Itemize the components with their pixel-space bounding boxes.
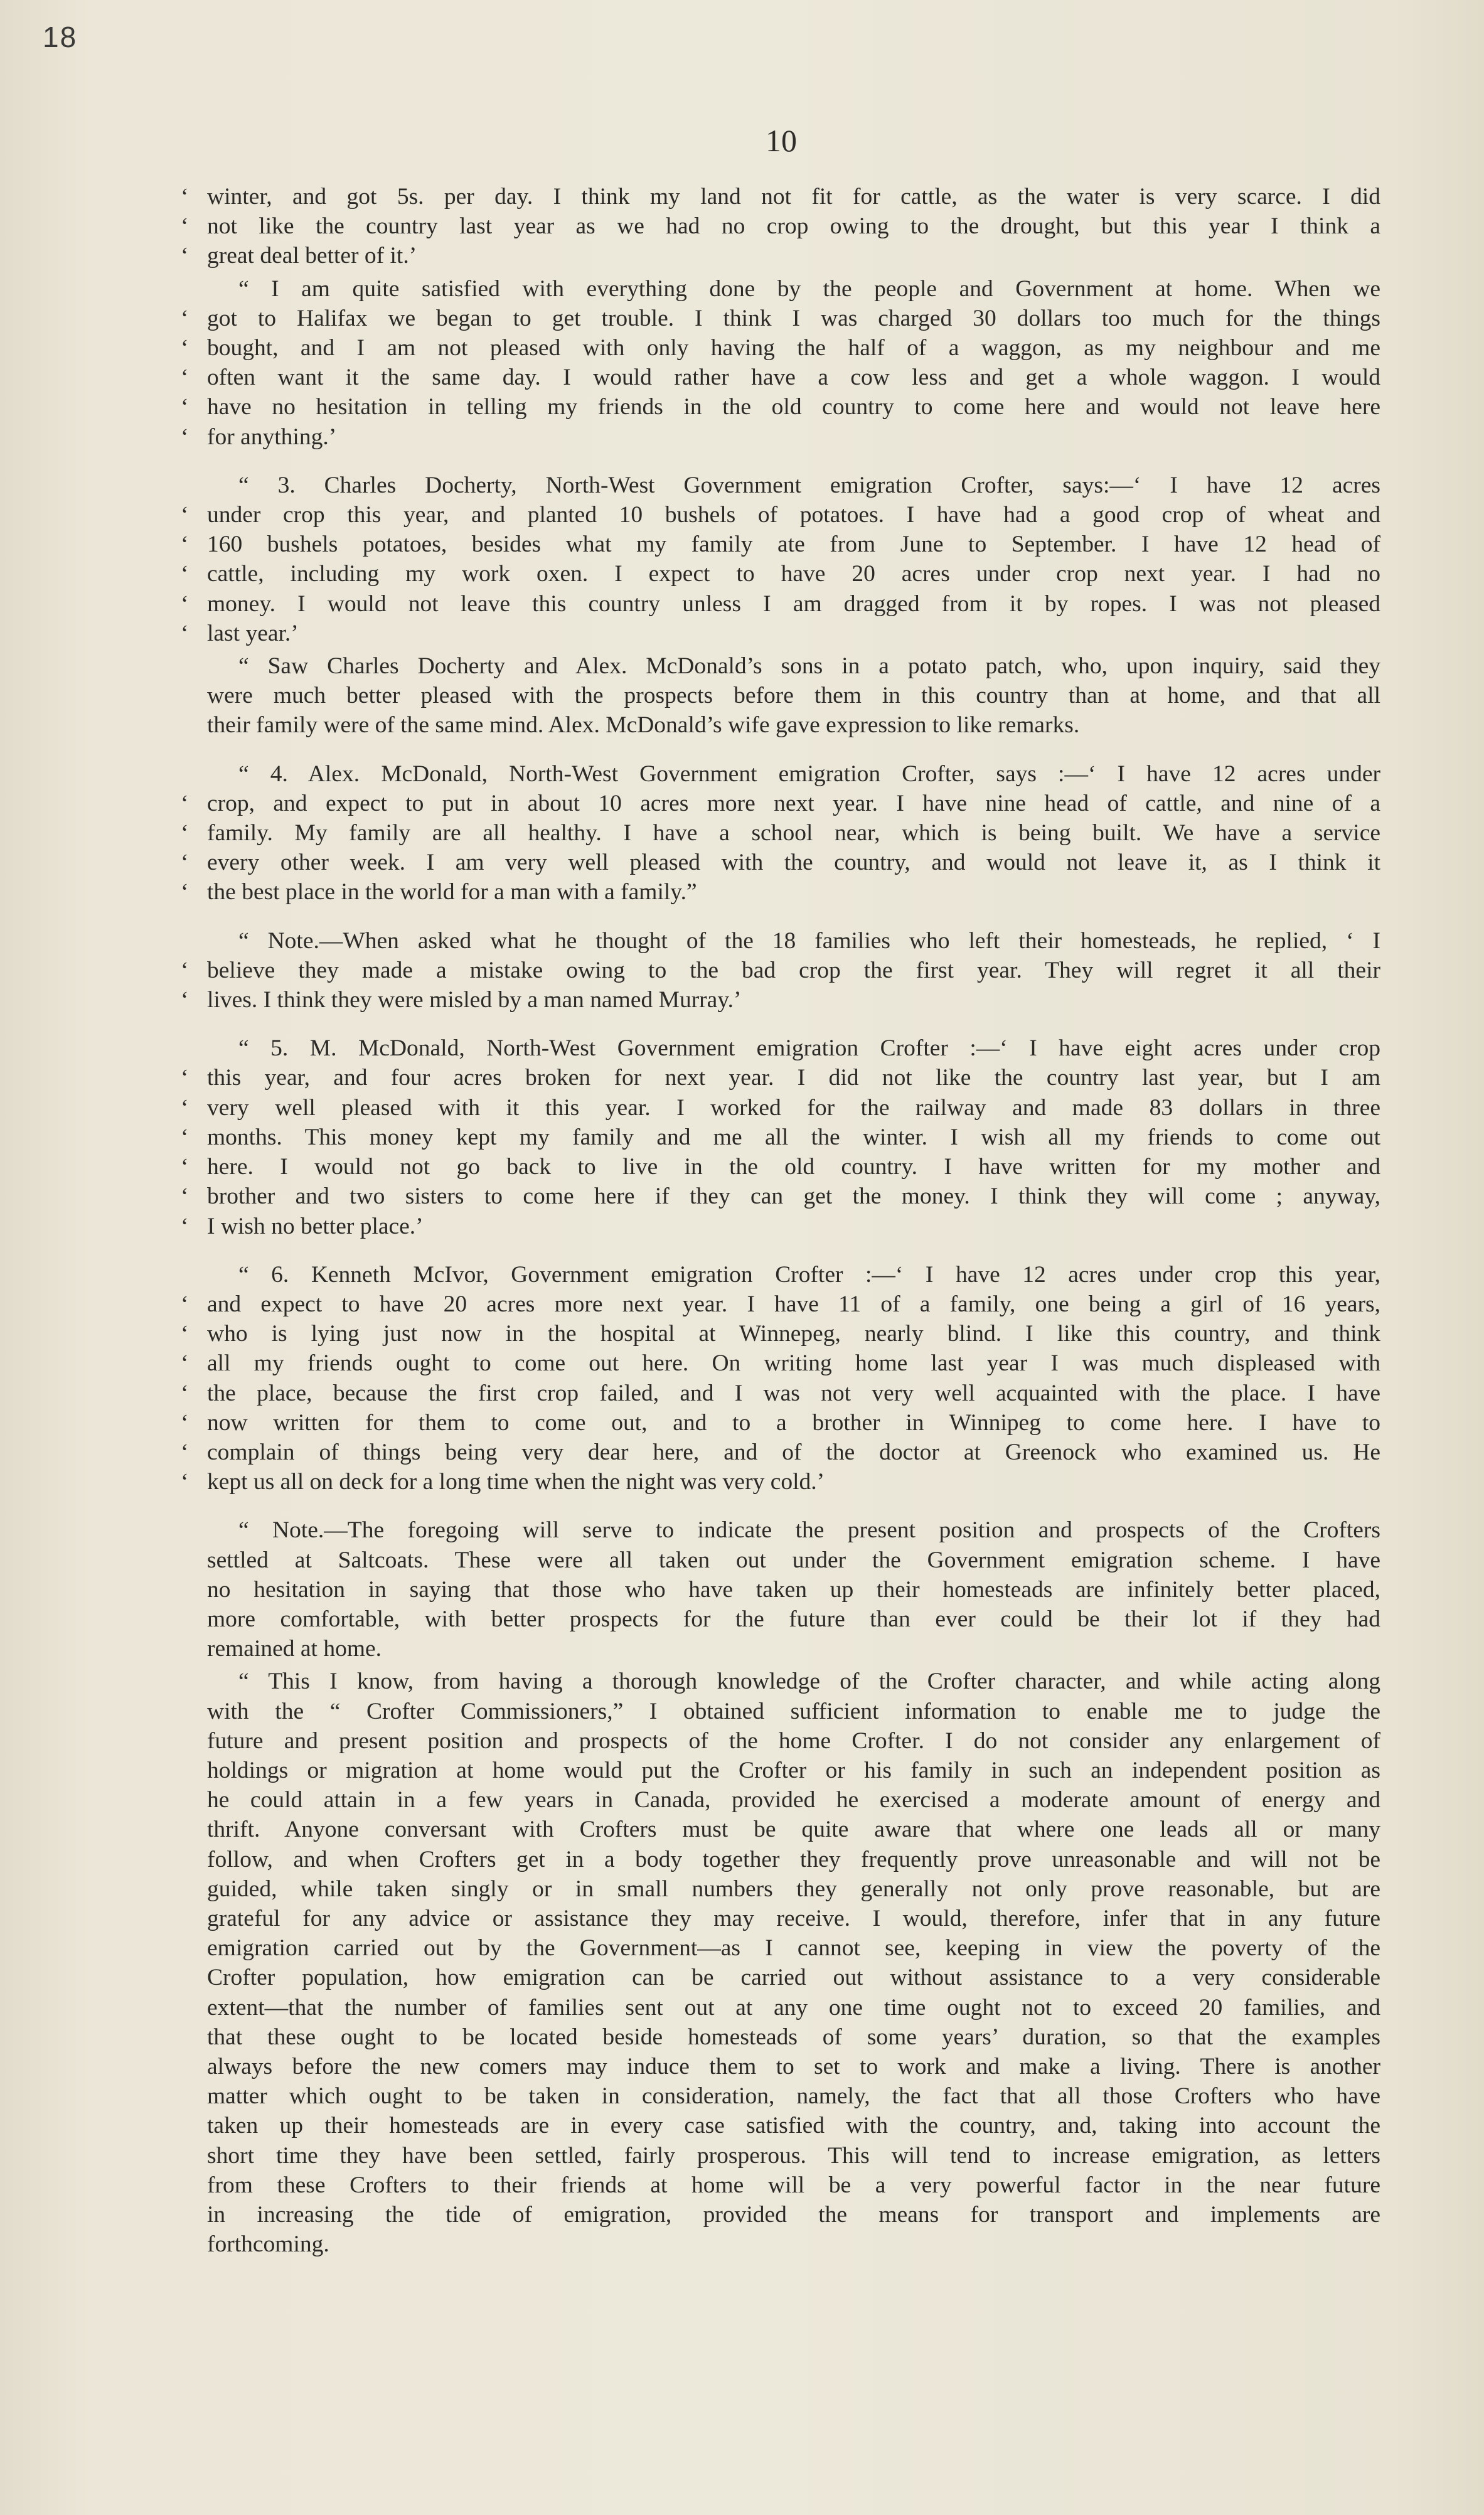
corner-page-number: 18 (43, 21, 78, 53)
text-line: holdings or migration at home would put the Crofter or his family in such an independent position as (207, 1757, 1380, 1783)
text-line: “ 4. Alex. McDonald, North-West Government emigration Crofter, says :—‘ I have 12 acres under (238, 761, 1380, 787)
paragraph-p2 (181, 274, 1380, 452)
text-line: settled at Saltcoats. These were all taken out under the Government emigration scheme. I have (207, 1547, 1380, 1573)
text-line: ‘ last year.’ (207, 619, 1380, 648)
margin-quote-mark: ‘ (181, 1409, 189, 1436)
margin-quote-mark: ‘ (181, 305, 189, 331)
margin-quote-mark: ‘ (181, 502, 189, 528)
text-line: ‘ winter, and got 5s. per day. I think my land not fit for cattle, as the water is very scarce. I did (207, 182, 1380, 211)
text-line: ‘ the place, because the first crop failed, and I was not very well acquainted with the place. I have (207, 1379, 1380, 1408)
text-line: ‘ have no hesitation in telling my friends in the old country to come here and would not leave here (207, 392, 1380, 422)
text-line: ‘ months. This money kept my family and me all the winter. I wish all my friends to come out (207, 1123, 1380, 1152)
paragraph-p3 (181, 471, 1380, 648)
text-line: from these Crofters to their friends at home will be a very powerful factor in the near future (207, 2172, 1380, 2198)
margin-quote-mark: ‘ (181, 365, 189, 391)
text-line: “ 5. M. McDonald, North-West Government emigration Crofter :—‘ I have eight acres under crop (238, 1035, 1380, 1062)
paragraph-p6 (181, 926, 1380, 1015)
text-line: always before the new comers may induce them to set to work and make a living. There is another (207, 2053, 1380, 2080)
text-line: “ I am quite satisfied with everything done by the people and Government at home. When we (238, 275, 1380, 302)
text-line: ‘ here. I would not go back to live in the old country. I have written for my mother and (207, 1152, 1380, 1182)
text-line: “ 3. Charles Docherty, North-West Government emigration Crofter, says:—‘ I have 12 acres (238, 472, 1380, 498)
paragraph-p9 (207, 1515, 1380, 1663)
text-line: ‘ every other week. I am very well pleased with the country, and would not leave it, as I think it (207, 848, 1380, 877)
text-line: more comfortable, with better prospects for the future than ever could be their lot if they had (207, 1606, 1380, 1632)
text-line: ‘ and expect to have 20 acres more next year. I have 11 of a family, one being a girl of 16 years, (207, 1290, 1380, 1319)
text-line: ‘ bought, and I am not pleased with only having the half of a waggon, as my neighbour and me (207, 333, 1380, 363)
text-line: follow, and when Crofters get in a body together they frequently prove unreasonable and will not be (207, 1846, 1380, 1872)
margin-quote-mark: ‘ (181, 987, 189, 1013)
text-line: grateful for any advice or assistance they may receive. I would, therefore, infer that in any future (207, 1905, 1380, 1931)
margin-quote-mark: ‘ (181, 243, 189, 269)
text-line: that these ought to be located beside homesteads of some years’ duration, so that the examples (207, 2024, 1380, 2050)
margin-quote-mark: ‘ (181, 850, 189, 876)
text-line: ‘ complain of things being very dear here, and of the doctor at Greenock who examined us. He (207, 1438, 1380, 1467)
margin-quote-mark: ‘ (181, 1183, 189, 1210)
text-line: ‘ I wish no better place.’ (207, 1212, 1380, 1241)
margin-quote-mark: ‘ (181, 1439, 189, 1465)
text-line: ‘ 160 bushels potatoes, besides what my family ate from June to September. I have 12 head of (207, 530, 1380, 559)
margin-quote-mark: ‘ (181, 531, 189, 558)
text-line: ‘ for anything.’ (207, 422, 1380, 452)
text-line: extent—that the number of families sent out at any one time ought not to exceed 20 families, and (207, 1994, 1380, 2021)
margin-quote-mark: ‘ (181, 1321, 189, 1347)
paragraph-p7 (181, 1033, 1380, 1241)
text-line: ‘ this year, and four acres broken for next year. I did not like the country last year, but I am (207, 1063, 1380, 1092)
margin-quote-mark: ‘ (181, 1213, 189, 1239)
text-line: “ Saw Charles Docherty and Alex. McDonald’s sons in a potato patch, who, upon inquiry, said they (238, 653, 1380, 680)
text-line: with the “ Crofter Commissioners,” I obtained sufficient information to enable me to judge the (207, 1698, 1380, 1724)
text-line: taken up their homesteads are in every case satisfied with the country, and, taking into account the (207, 2113, 1380, 2139)
paragraph-p8 (181, 1260, 1380, 1497)
document-body (181, 182, 1380, 2278)
text-line: ‘ money. I would not leave this country unless I am dragged from it by ropes. I was not pleased (207, 589, 1380, 619)
text-line: no hesitation in saying that those who have taken up their homesteads are infinitely better placed, (207, 1576, 1380, 1603)
text-line: short time they have been settled, fairly prosperous. This will tend to increase emigration, as letters (207, 2142, 1380, 2169)
margin-quote-mark: ‘ (181, 184, 189, 210)
text-line: their family were of the same mind. Alex. McDonald’s wife gave expression to like remarks. (207, 712, 1080, 739)
margin-quote-mark: ‘ (181, 1350, 189, 1377)
margin-quote-mark: ‘ (181, 424, 189, 450)
margin-quote-mark: ‘ (181, 590, 189, 617)
text-line: “ 6. Kenneth McIvor, Government emigration Crofter :—‘ I have 12 acres under crop this year, (238, 1261, 1380, 1288)
margin-quote-mark: ‘ (181, 1065, 189, 1091)
text-line: remained at home. (207, 1636, 382, 1662)
margin-quote-mark: ‘ (181, 1291, 189, 1317)
text-line: ‘ brother and two sisters to come here if they can get the money. I think they will come ; anyway, (207, 1182, 1380, 1211)
text-line: “ Note.—When asked what he thought of the 18 families who left their homesteads, he replied, ‘ I (238, 927, 1380, 954)
text-line: ‘ the best place in the world for a man with a family.” (207, 877, 1380, 907)
text-line: ‘ very well pleased with it this year. I worked for the railway and made 83 dollars in three (207, 1093, 1380, 1123)
margin-quote-mark: ‘ (181, 561, 189, 587)
margin-quote-mark: ‘ (181, 1094, 189, 1121)
margin-quote-mark: ‘ (181, 394, 189, 420)
margin-quote-mark: ‘ (181, 620, 189, 646)
text-line: emigration carried out by the Government—as I cannot see, keeping in view the poverty of the (207, 1935, 1380, 1962)
text-line: ‘ who is lying just now in the hospital at Winnepeg, nearly blind. I like this country, and think (207, 1319, 1380, 1348)
text-line: ‘ lives. I think they were misled by a man named Murray.’ (207, 985, 1380, 1015)
margin-quote-mark: ‘ (181, 790, 189, 816)
margin-quote-mark: ‘ (181, 1380, 189, 1406)
margin-quote-mark: ‘ (181, 213, 189, 240)
text-line: future and present position and prospects of the home Crofter. I do not consider any enlargement of (207, 1727, 1380, 1754)
text-line: matter which ought to be taken in consideration, namely, the fact that all those Crofters who have (207, 2083, 1380, 2110)
text-line: Crofter population, how emigration can be carried out without assistance to a very considerable (207, 1965, 1380, 1991)
margin-quote-mark: ‘ (181, 1469, 189, 1495)
text-line: ‘ believe they made a mistake owing to the bad crop the first year. They will regret it all their (207, 956, 1380, 985)
page-number: 10 (766, 123, 797, 158)
text-line: were much better pleased with the prospects before them in this country than at home, and that all (207, 683, 1380, 709)
text-line: ‘ all my friends ought to come out here. On writing home last year I was much displeased with (207, 1348, 1380, 1378)
text-line: ‘ cattle, including my work oxen. I expect to have 20 acres under crop next year. I had no (207, 559, 1380, 589)
text-line: ‘ now written for them to come out, and to a brother in Winnipeg to come here. I have to (207, 1408, 1380, 1438)
text-line: he could attain in a few years in Canada, provided he exercised a moderate amount of energy and (207, 1787, 1380, 1813)
text-line: ‘ kept us all on deck for a long time when the night was very cold.’ (207, 1467, 1380, 1497)
paragraph-p10 (207, 1667, 1380, 2259)
paragraph-p1 (181, 182, 1380, 271)
text-line: ‘ great deal better of it.’ (207, 241, 1380, 270)
margin-quote-mark: ‘ (181, 1154, 189, 1180)
text-line: ‘ crop, and expect to put in about 10 acres more next year. I have nine head of cattle, and nine of a (207, 789, 1380, 818)
text-line: ‘ got to Halifax we began to get trouble. I think I was charged 30 dollars too much for the things (207, 304, 1380, 333)
margin-quote-mark: ‘ (181, 335, 189, 361)
margin-quote-mark: ‘ (181, 1124, 189, 1150)
text-line: forthcoming. (207, 2231, 329, 2258)
margin-quote-mark: ‘ (181, 820, 189, 846)
margin-quote-mark: ‘ (181, 957, 189, 983)
text-line: ‘ family. My family are all healthy. I have a school near, which is being built. We have a service (207, 818, 1380, 848)
paragraph-p5 (181, 759, 1380, 907)
text-line: ‘ often want it the same day. I would rather have a cow less and get a whole waggon. I would (207, 363, 1380, 392)
text-line: ‘ not like the country last year as we had no crop owing to the drought, but this year I think a (207, 211, 1380, 241)
text-line: thrift. Anyone conversant with Crofters must be quite aware that where one leads all or many (207, 1817, 1380, 1843)
text-line: “ This I know, from having a thorough knowledge of the Crofter character, and while acting along (238, 1669, 1380, 1695)
margin-quote-mark: ‘ (181, 879, 189, 905)
text-line: guided, while taken singly or in small numbers they generally not only prove reasonable, but are (207, 1876, 1380, 1902)
text-line: in increasing the tide of emigration, provided the means for transport and implements are (207, 2202, 1380, 2228)
text-line: “ Note.—The foregoing will serve to indicate the present position and prospects of the Crofters (238, 1517, 1380, 1544)
paragraph-p4 (207, 651, 1380, 740)
text-line: ‘ under crop this year, and planted 10 bushels of potatoes. I have had a good crop of wheat and (207, 500, 1380, 530)
